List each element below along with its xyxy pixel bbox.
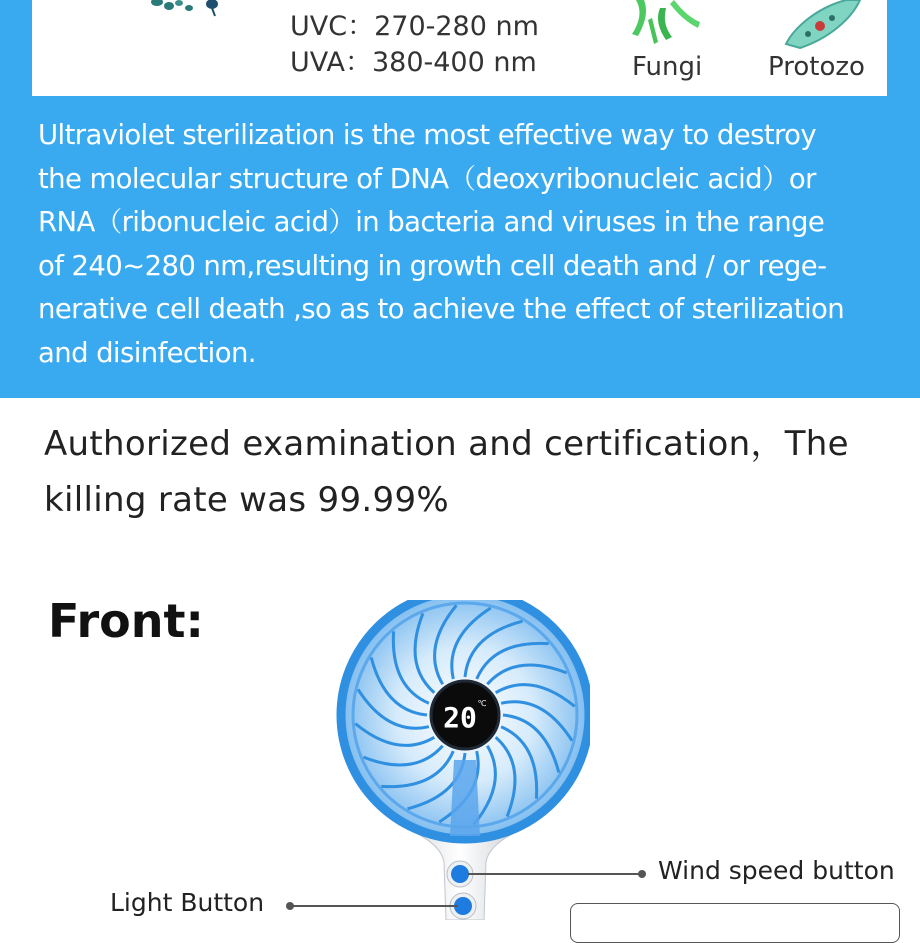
temperature-display: 20 — [443, 701, 477, 734]
uva-range: UVA：380-400 nm — [290, 47, 537, 78]
certification-line-2: killing rate was 99.99% — [44, 480, 449, 520]
protozoa-label: Protozo — [768, 52, 865, 82]
info-box-outline — [570, 903, 900, 943]
certification-line-1: Authorized examination and certification，The — [44, 424, 849, 464]
uv-sterilization-description: Ultraviolet sterilization is the most effective way to destroy the molecular structure of DNA（deoxyribonucleic acid）or RNA（ribonucleic acid）in bacteria and viruses in the range of 240~280 nm,resulting in growth cell death and / or rege- nerative cell death ,so as to achieve the effect of sterilization and disinfection. — [38, 119, 845, 369]
uvc-range: UVC：270-280 nm — [290, 11, 539, 42]
wind-speed-button-label: Wind speed button — [658, 856, 895, 885]
fungi-label: Fungi — [632, 52, 703, 82]
front-heading: Front: — [48, 594, 204, 648]
temperature-unit: ℃ — [477, 699, 487, 708]
light-button-label: Light Button — [110, 888, 265, 917]
